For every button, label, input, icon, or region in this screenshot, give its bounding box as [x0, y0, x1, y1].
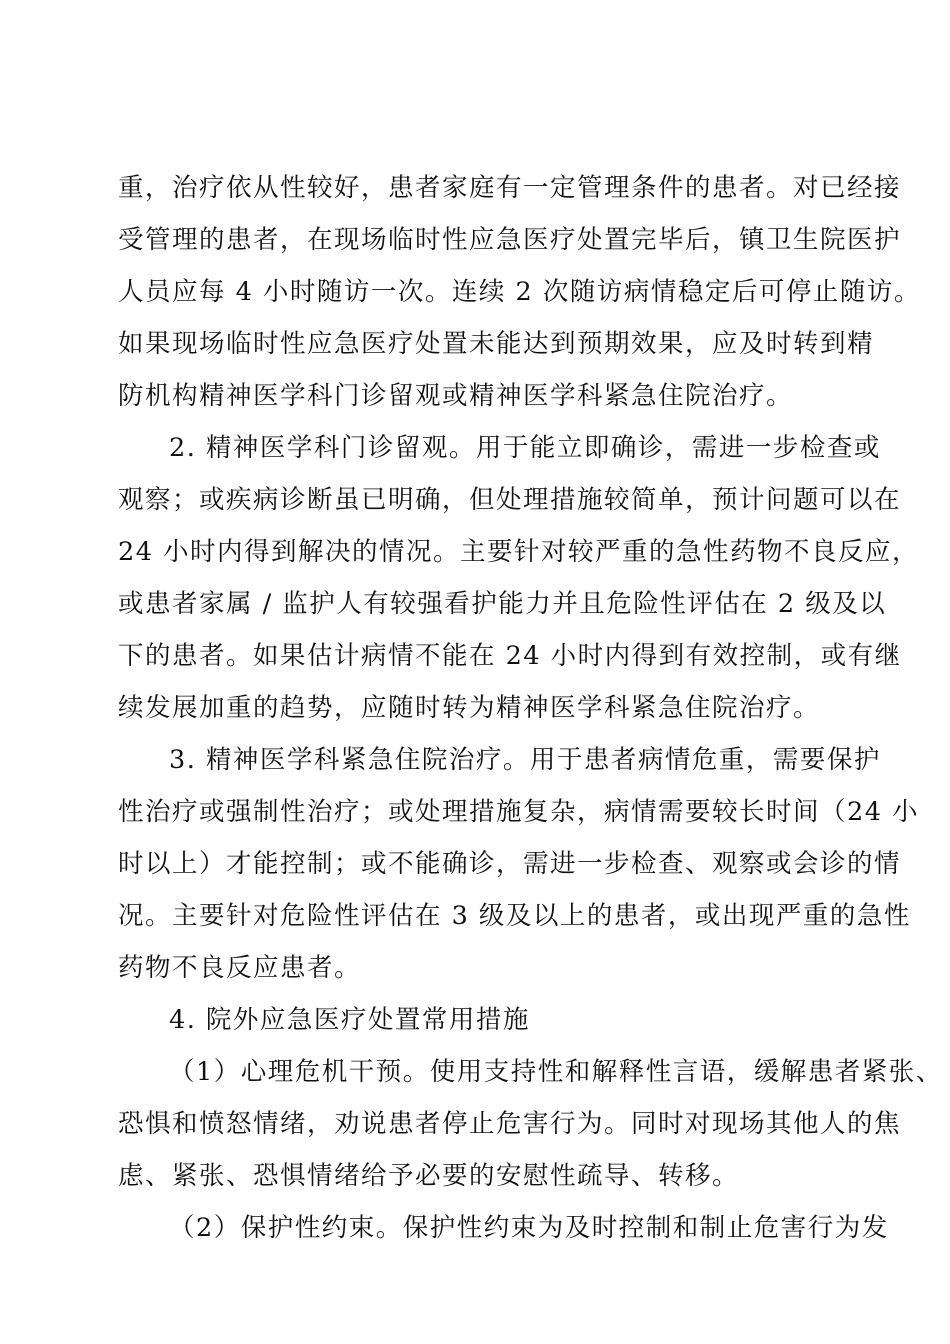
paragraph-continuation: [118, 162, 921, 422]
text-line: 2. 精神医学科门诊留观。用于能立即确诊，需进一步检查或: [169, 433, 881, 463]
paragraph-subitem-1: [118, 1046, 943, 1202]
paragraph-item-3: [118, 734, 920, 994]
text-line: 如果现场临时性应急医疗处置未能达到预期效果，应及时转到精: [118, 329, 875, 359]
text-line: 受管理的患者，在现场临时性应急医疗处置完毕后，镇卫生院医护: [118, 225, 902, 255]
text-line: 观察；或疾病诊断虽已明确，但处理措施较简单，预计问题可以在: [118, 485, 902, 515]
text-line: 4. 院外应急医疗处置常用措施: [169, 1005, 530, 1035]
text-line: 性治疗或强制性治疗；或处理措施复杂，病情需要较长时间（24 小: [118, 797, 920, 827]
text-line: 况。主要针对危险性评估在 3 级及以上的患者，或出现严重的急性: [118, 901, 911, 931]
paragraph-item-2: [118, 422, 920, 734]
text-line: 时以上）才能控制；或不能确诊，需进一步检查、观察或会诊的情: [118, 849, 902, 879]
text-line: 3. 精神医学科紧急住院治疗。用于患者病情危重，需要保护: [169, 745, 881, 775]
paragraph-subitem-2: [118, 1202, 889, 1254]
text-line: 24 小时内得到解决的情况。主要针对较严重的急性药物不良反应，: [118, 537, 920, 567]
paragraph-item-4-heading: [118, 994, 834, 1046]
text-line: 续发展加重的趋势，应随时转为精神医学科紧急住院治疗。: [118, 693, 821, 723]
text-line: （1）心理危机干预。使用支持性和解释性言语，缓解患者紧张、: [169, 1057, 943, 1087]
text-line: 药物不良反应患者。: [118, 953, 362, 983]
text-line: 防机构精神医学科门诊留观或精神医学科紧急住院治疗。: [118, 381, 794, 411]
text-line: （2）保护性约束。保护性约束为及时控制和制止危害行为发: [169, 1213, 889, 1243]
text-line: 重，治疗依从性较好，患者家庭有一定管理条件的患者。对已经接: [118, 173, 902, 203]
text-line: 恐惧和愤怒情绪，劝说患者停止危害行为。同时对现场其他人的焦: [118, 1109, 902, 1139]
text-line: 下的患者。如果估计病情不能在 24 小时内得到有效控制，或有继: [118, 641, 902, 671]
document-body: [118, 162, 943, 1254]
text-line: 人员应每 4 小时随访一次。连续 2 次随访病情稳定后可停止随访。: [118, 277, 921, 307]
text-line: 或患者家属 / 监护人有较强看护能力并且危险性评估在 2 级及以: [118, 589, 887, 619]
text-line: 虑、紧张、恐惧情绪给予必要的安慰性疏导、转移。: [118, 1161, 740, 1191]
